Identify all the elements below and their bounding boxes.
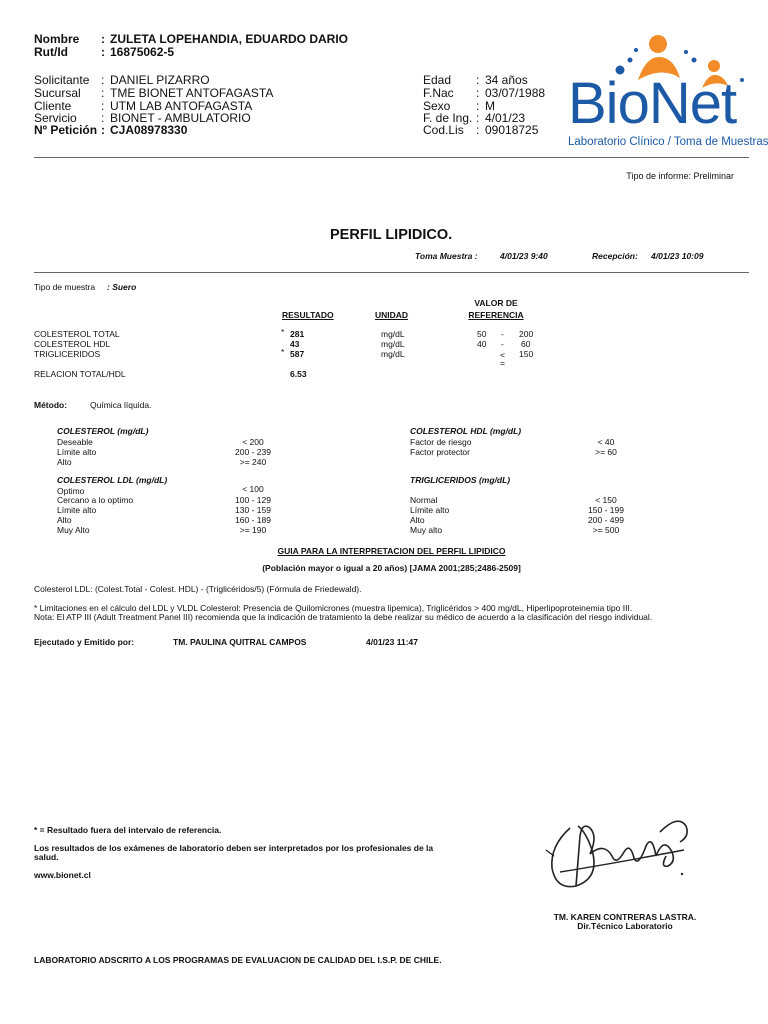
servicio-label: Servicio	[34, 111, 77, 125]
header-referencia: REFERENCIA	[468, 310, 524, 320]
edad-value: 34 años	[485, 73, 528, 87]
colon: :	[476, 86, 480, 100]
ref-high: 60	[521, 339, 531, 349]
relacion-label: RELACION TOTAL/HDL	[34, 369, 126, 379]
ref-row-value: 160 - 189	[235, 515, 271, 525]
sucursal-label: Sucursal	[34, 86, 81, 100]
peticion-label: Nº Petición	[34, 123, 98, 137]
ref-row-label: Alto	[410, 515, 425, 525]
fing-label: F. de Ing.	[423, 111, 473, 125]
ref-row-label: Límite alto	[57, 505, 97, 515]
result-value: 281	[290, 329, 305, 339]
ref-low: 50	[477, 329, 487, 339]
divider	[34, 157, 749, 158]
metodo-label: Método:	[34, 400, 68, 410]
result-name: COLESTEROL HDL	[34, 339, 111, 349]
edad-label: Edad	[423, 73, 452, 87]
header-resultado: RESULTADO	[282, 310, 334, 320]
ref-table-title: COLESTEROL (mg/dL)	[57, 426, 149, 436]
ref-row-value: >= 500	[592, 525, 620, 535]
ref-sep: <	[500, 350, 505, 360]
ref-row-label: Límite alto	[57, 447, 97, 457]
interpretation-note: Los resultados de los exámenes de laboratorio deben ser interpretados por los profesionales de la	[34, 843, 434, 853]
signer-title: Dir.Técnico Laboratorio	[577, 921, 673, 931]
ref-row-value: 200 - 499	[588, 515, 624, 525]
ref-row-label: Cercano a lo optimo	[57, 495, 134, 505]
ref-row-label: Factor de riesgo	[410, 437, 472, 447]
sexo-label: Sexo	[423, 99, 451, 113]
ref-high: 150	[519, 349, 534, 359]
ref-high: 200	[519, 329, 534, 339]
colon: :	[101, 73, 105, 87]
colon: :	[101, 45, 105, 59]
result-name: COLESTEROL TOTAL	[34, 329, 120, 339]
guide-note-2: Nota: El ATP III (Adult Treatment Panel III) recomienda que la indicación de tratamiento la debe realizar su médico de acuerdo a la clasificación del riesgo individual.	[34, 612, 653, 622]
ref-row-label: Límite alto	[410, 505, 450, 515]
result-unit: mg/dL	[381, 339, 405, 349]
signer-name: TM. KAREN CONTRERAS LASTRA.	[553, 912, 697, 922]
guide-note-1: * Limitaciones en el cálculo del LDL y VLDL Colesterol: Presencia de Quilomicrones (muestra lipemica), Triglicéridos > 400 mg/dL, Hiperlipoproteinemia tipo III.	[34, 603, 633, 613]
result-flag: *	[281, 347, 285, 357]
metodo-value: Química líquida.	[90, 400, 152, 410]
toma-value: 4/01/23 9:40	[500, 251, 548, 261]
result-flag: *	[281, 327, 285, 337]
ref-row-label: Optimo	[57, 486, 85, 496]
ref-table-title: TRIGLICERIDOS (mg/dL)	[410, 475, 511, 485]
cliente-label: Cliente	[34, 99, 72, 113]
cliente-value: UTM LAB ANTOFAGASTA	[110, 99, 253, 113]
header-unidad: UNIDAD	[375, 310, 409, 320]
sexo-value: M	[485, 99, 495, 113]
website: www.bionet.cl	[34, 870, 91, 880]
result-name: TRIGLICERIDOS	[34, 349, 101, 359]
guide-title: GUIA PARA LA INTERPRETACION DEL PERFIL LIPIDICO	[277, 546, 506, 556]
result-value: 587	[290, 349, 305, 359]
accreditation-note: LABORATORIO ADSCRITO A LOS PROGRAMAS DE EVALUACION DE CALIDAD DEL I.S.P. DE CHILE.	[34, 955, 442, 965]
peticion-value: CJA08978330	[110, 123, 188, 137]
ref-row-value: 200 - 239	[235, 447, 271, 457]
colon: :	[101, 111, 105, 125]
relacion-value: 6.53	[290, 369, 307, 379]
tipo-muestra-value: : Suero	[107, 282, 137, 292]
result-unit: mg/dL	[381, 329, 405, 339]
fnac-label: F.Nac	[423, 86, 454, 100]
ref-row-label: Factor protector	[410, 447, 470, 457]
ref-row-value: < 100	[242, 484, 264, 494]
logo-brand: BioNet	[568, 71, 737, 136]
codlis-value: 09018725	[485, 123, 539, 137]
ref-row-value: >= 190	[239, 525, 267, 535]
ref-row-label: Alto	[57, 457, 72, 467]
patient-rut: 16875062-5	[110, 45, 175, 59]
colon: :	[101, 123, 105, 137]
ref-eq: =	[500, 358, 505, 368]
ref-row-value: >= 60	[595, 447, 617, 457]
ref-sep: -	[501, 329, 504, 339]
result-value: 43	[290, 339, 300, 349]
colon: :	[101, 99, 105, 113]
codlis-label: Cod.Lis	[423, 123, 464, 137]
recepcion-value: 4/01/23 10:09	[651, 251, 704, 261]
ref-low: 40	[477, 339, 487, 349]
ref-table-title: COLESTEROL LDL (mg/dL)	[57, 475, 168, 485]
servicio-value: BIONET - AMBULATORIO	[110, 111, 251, 125]
fing-value: 4/01/23	[485, 111, 526, 125]
colon: :	[476, 123, 480, 137]
ref-row-value: 150 - 199	[588, 505, 624, 515]
logo-subtitle: Laboratorio Clínico / Toma de Muestras	[568, 136, 768, 148]
ref-row-value: 130 - 159	[235, 505, 271, 515]
interpretation-note-cont: salud.	[34, 852, 59, 862]
ref-row-value: < 40	[597, 437, 615, 447]
toma-label: Toma Muestra :	[415, 251, 478, 261]
ref-table-title: COLESTEROL HDL (mg/dL)	[410, 426, 522, 436]
report-title: PERFIL LIPIDICO.	[330, 227, 453, 243]
guide-subtitle: (Población mayor o igual a 20 años) [JAMA 2001;285;2486-2509]	[262, 563, 521, 573]
bionet-logo	[566, 30, 768, 155]
ref-row-label: Alto	[57, 515, 72, 525]
colon: :	[476, 99, 480, 113]
colon: :	[101, 32, 105, 46]
result-unit: mg/dL	[381, 349, 405, 359]
ref-row-label: Normal	[410, 495, 438, 505]
ref-row-label: Muy alto	[410, 525, 443, 535]
report-type: Tipo de informe: Preliminar	[626, 171, 734, 181]
patient-name: ZULETA LOPEHANDIA, EDUARDO DARIO	[110, 32, 348, 46]
ref-row-value: >= 240	[239, 457, 267, 467]
solicitante-value: DANIEL PIZARRO	[110, 73, 210, 87]
recepcion-label: Recepción:	[592, 251, 638, 261]
handwritten-signature-icon	[540, 806, 700, 910]
ref-row-label: Muy Alto	[57, 525, 90, 535]
colon: :	[476, 73, 480, 87]
nombre-label: Nombre	[34, 32, 80, 46]
solicitante-label: Solicitante	[34, 73, 90, 87]
legend-note: * = Resultado fuera del intervalo de referencia.	[34, 825, 222, 835]
ldl-formula: Colesterol LDL: (Colest.Total - Colest. HDL) - (Triglicéridos/5) (Fórmula de Friedewald).	[34, 584, 362, 594]
fnac-value: 03/07/1988	[485, 86, 546, 100]
ref-row-label: Deseable	[57, 437, 93, 447]
rut-label: Rut/Id	[34, 45, 68, 59]
ref-row-value: < 200	[242, 437, 264, 447]
header-valor: VALOR DE	[474, 298, 518, 308]
colon: :	[101, 86, 105, 100]
sucursal-value: TME BIONET ANTOFAGASTA	[110, 86, 274, 100]
ref-row-value: < 150	[595, 495, 617, 505]
colon: :	[476, 111, 480, 125]
ref-sep: -	[501, 339, 504, 349]
executed-by-name: TM. PAULINA QUITRAL CAMPOS	[173, 637, 307, 647]
tipo-muestra-label: Tipo de muestra	[34, 282, 96, 292]
divider	[34, 272, 749, 273]
executed-datetime: 4/01/23 11:47	[366, 637, 418, 647]
ref-row-value: 100 - 129	[235, 495, 271, 505]
signature	[540, 806, 700, 910]
executed-by-label: Ejecutado y Emitido por:	[34, 637, 135, 647]
